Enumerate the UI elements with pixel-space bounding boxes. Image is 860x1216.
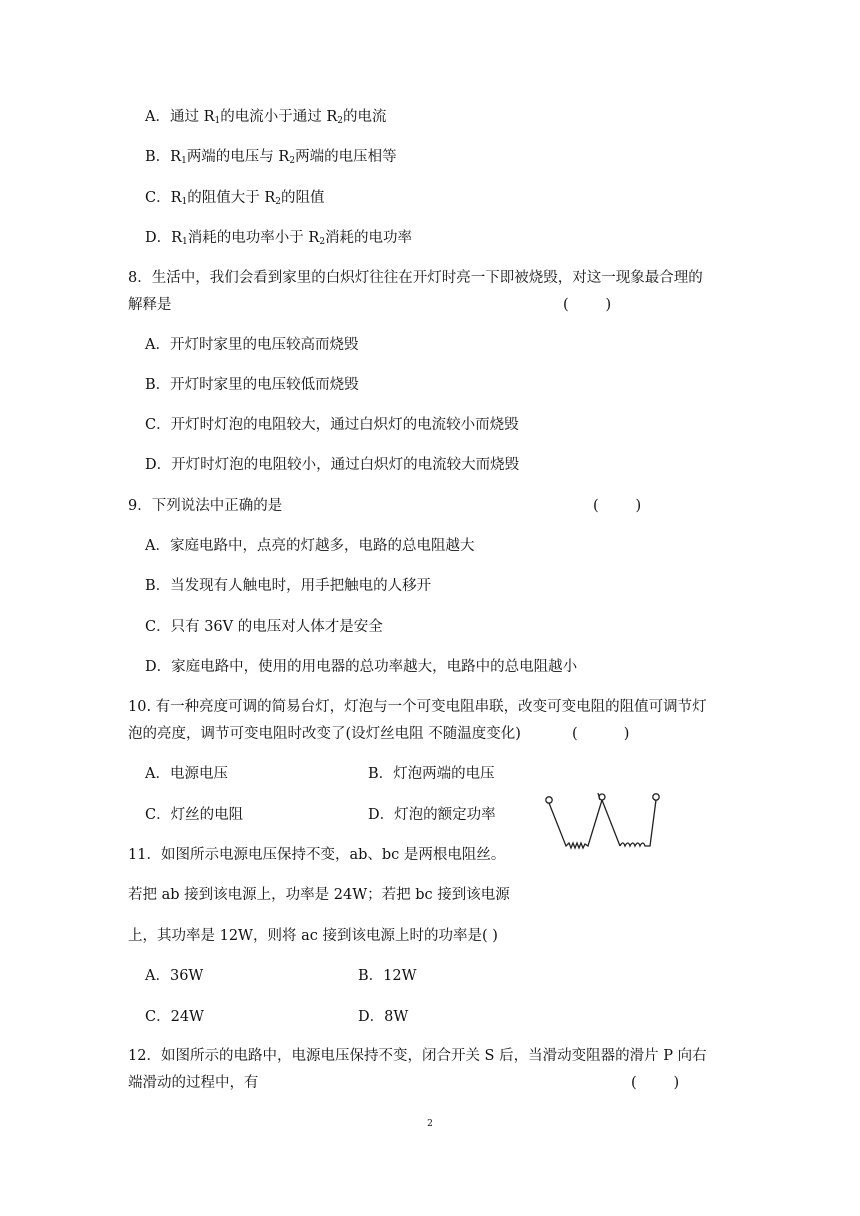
q10-stem-line2: 泡的亮度，调节可变电阻时改变了(设灯丝电阻 不随温度变化) <box>128 726 521 742</box>
q10-option-b: B．灯泡两端的电压 <box>368 766 495 782</box>
q10-option-d: D．灯泡的额定功率 <box>368 807 496 823</box>
q10-option-c: C．灯丝的电阻 <box>145 807 244 823</box>
q10-answer-paren: ( ) <box>572 726 630 742</box>
q8-stem-line1: 8．生活中，我们会看到家里的白炽灯往往在开灯时亮一下即被烧毁，对这一现象最合理的 <box>128 270 703 286</box>
terminal-c <box>653 794 659 800</box>
q12-stem-line2: 端滑动的过程中，有 <box>128 1075 259 1091</box>
q11-stem-line1: 11．如图所示电源电压保持不变，ab、bc 是两根电阻丝。 <box>128 847 506 863</box>
q8-option-b: B．开灯时家里的电压较低而烧毁 <box>145 377 359 393</box>
q11-stem-line3: 上，其功率是 12W，则将 ac 接到该电源上时的功率是( ) <box>128 928 498 944</box>
q11-option-b: B．12W <box>358 968 417 984</box>
q12-stem-line1: 12．如图所示的电路中，电源电压保持不变，闭合开关 S 后，当滑动变阻器的滑片 P 向右 <box>128 1048 707 1064</box>
q9-answer-paren: ( ) <box>593 498 642 514</box>
resistance-wires-figure <box>538 788 668 860</box>
q12-answer-paren: ( ) <box>631 1075 680 1091</box>
q8-option-a: A．开灯时家里的电压较高而烧毁 <box>145 337 359 353</box>
q10-stem-line1: 10. 有一种亮度可调的简易台灯，灯泡与一个可变电阻串联，改变可变电阻的阻值可调节灯 <box>128 699 707 715</box>
q10-option-a: A．电源电压 <box>145 766 228 782</box>
q9-option-c: C．只有 36V 的电压对人体才是安全 <box>145 619 383 635</box>
q11-option-a: A．36W <box>145 968 204 984</box>
q11-option-d: D．8W <box>358 1009 409 1025</box>
q11-stem-line2: 若把 ab 接到该电源上，功率是 24W；若把 bc 接到该电源 <box>128 887 510 903</box>
terminal-a <box>546 797 552 803</box>
page-number: 2 <box>427 1119 433 1129</box>
q11-option-c: C．24W <box>145 1009 204 1025</box>
q8-option-d: D．开灯时灯泡的电阻较小，通过白炽灯的电流较大而烧毁 <box>145 457 520 473</box>
wire-bc-left <box>602 800 620 846</box>
wire-bc-coil <box>620 800 656 846</box>
q9-option-b: B．当发现有人触电时，用手把触电的人移开 <box>145 578 432 594</box>
q7-option-d: D．$R_1$消耗的电功率小于 $R_2$消耗的电功率 <box>145 230 413 247</box>
q8-answer-paren: ( ) <box>563 297 612 313</box>
q8-option-c: C．开灯时灯泡的电阻较大，通过白炽灯的电流较小而烧毁 <box>145 417 519 433</box>
q7-option-b: B．$R_1$两端的电压与 $R_2$两端的电压相等 <box>145 149 397 166</box>
q7-option-a: A．通过 $R_1$的电流小于通过 $R_2$的电流 <box>145 109 387 126</box>
q7-option-c: C．$R_1$的阻值大于 $R_2$的阻值 <box>145 190 325 207</box>
wire-ab <box>549 800 602 848</box>
q8-stem-line2: 解释是 <box>128 297 172 313</box>
q9-option-d: D．家庭电路中，使用的用电器的总功率越大，电路中的总电阻越小 <box>145 659 578 675</box>
q9-option-a: A．家庭电路中，点亮的灯越多，电路的总电阻越大 <box>145 538 475 554</box>
q9-stem: 9．下列说法中正确的是 <box>128 498 283 514</box>
